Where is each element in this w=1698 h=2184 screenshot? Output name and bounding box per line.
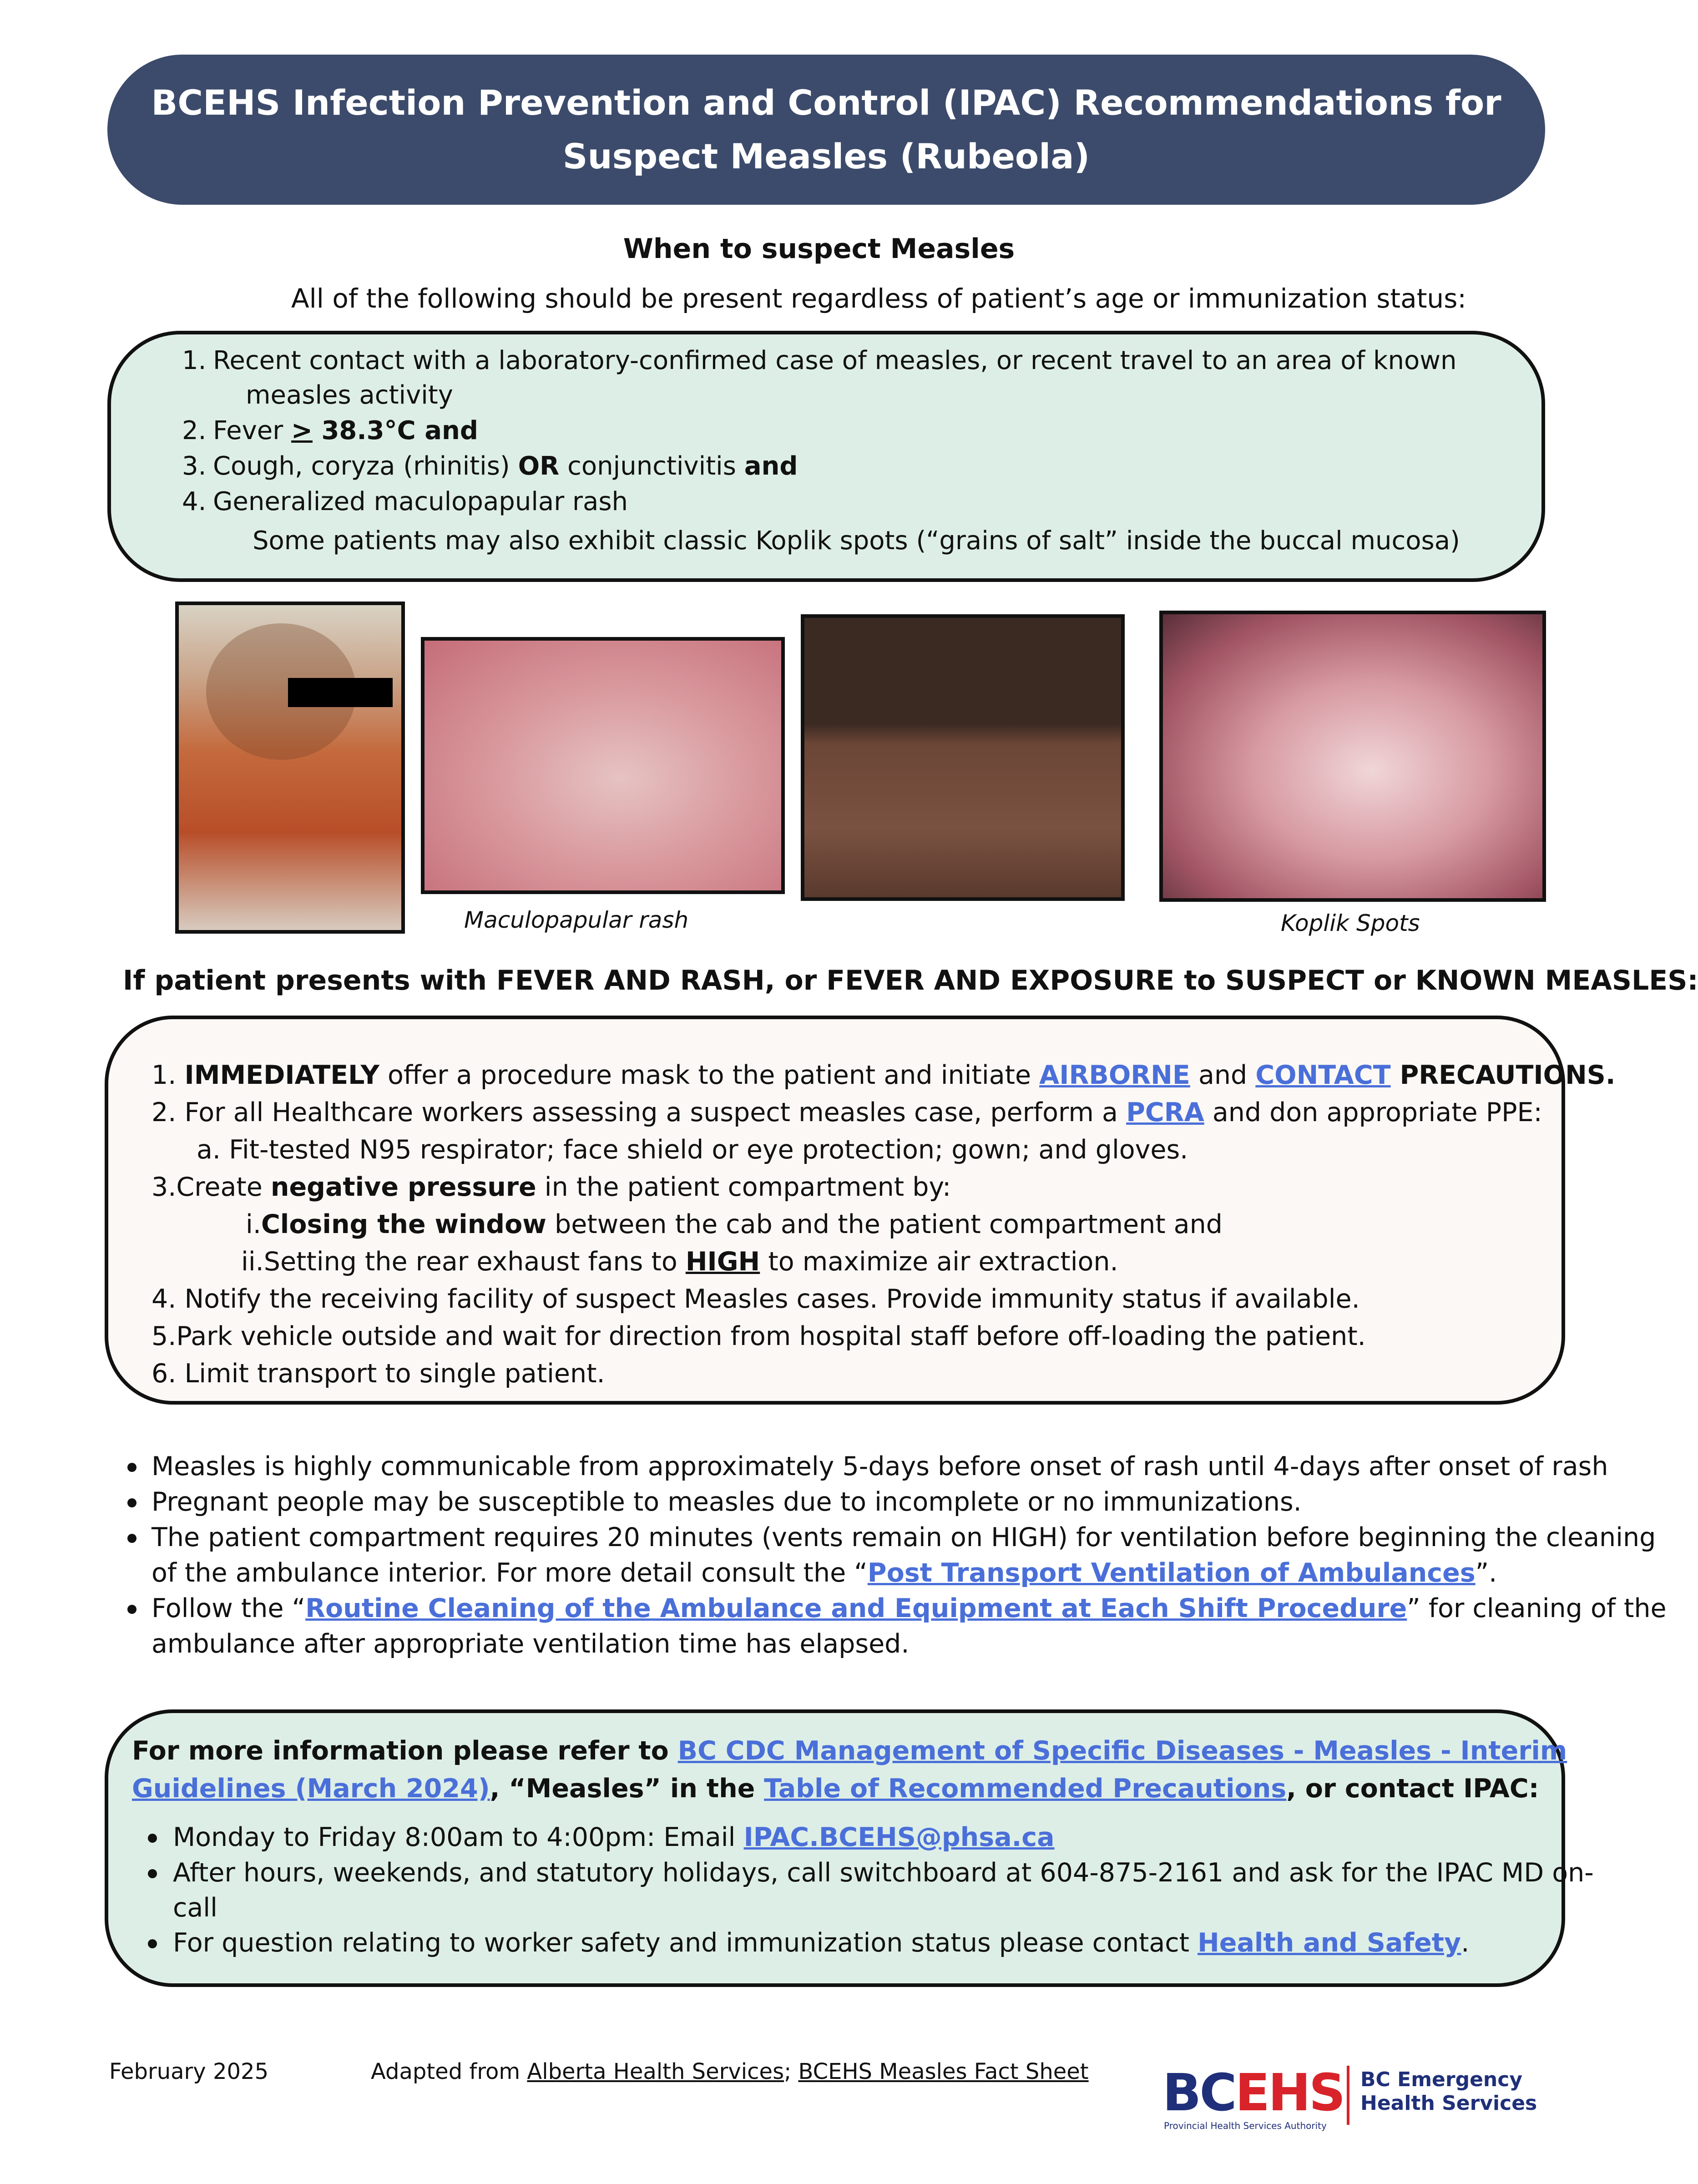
bullet-dot xyxy=(127,1605,136,1614)
child-rash-photo xyxy=(175,602,405,934)
bccdc-measles-guidelines-link[interactable]: BC CDC Management of Specific Diseases - Measles - Interim xyxy=(677,1736,1567,1766)
action-item-2a: a. Fit-tested N95 respirator; face shield or eye protection; gown; and gloves. xyxy=(197,1135,1188,1165)
koplik-spots-photo xyxy=(1159,611,1546,902)
action-item-3i: i.Closing the window between the cab and the patient compartment and xyxy=(246,1209,1223,1239)
bcehs-logo: BCEHS xyxy=(1162,2063,1344,2123)
bullet-dot xyxy=(148,1834,157,1843)
criteria-item-4: 4. Generalized maculopapular rash xyxy=(182,487,628,516)
criteria-item-1: 1. Recent contact with a laboratory-confirmed case of measles, or recent travel to an area of known xyxy=(182,346,1457,375)
routine-cleaning-link[interactable]: Routine Cleaning of the Ambulance and Equipment at Each Shift Procedure xyxy=(305,1593,1407,1623)
title-banner xyxy=(107,55,1545,205)
suspect-heading: When to suspect Measles xyxy=(623,233,1015,265)
bullet-cleaning: Follow the “Routine Cleaning of the Ambulance and Equipment at Each Shift Procedure” for cleaning of the xyxy=(152,1593,1667,1623)
bullet-ventilation-cont: of the ambulance interior. For more detail consult the “Post Transport Ventilation of Ambulances”. xyxy=(152,1558,1497,1588)
pcra-link[interactable]: PCRA xyxy=(1126,1097,1204,1127)
page-title-line2: Suspect Measles (Rubeola) xyxy=(562,136,1090,177)
bullet-dot xyxy=(127,1534,136,1543)
logo-subtitle: Provincial Health Services Authority xyxy=(1164,2120,1327,2131)
bullet-cleaning-cont: ambulance after appropriate ventilation time has elapsed. xyxy=(152,1629,910,1659)
bullet-dot xyxy=(148,1939,157,1948)
action-item-1: 1. IMMEDIATELY offer a procedure mask to the patient and initiate AIRBORNE and CONTACT PRECAUTIONS. xyxy=(152,1060,1616,1090)
info-after-hours-cont: call xyxy=(173,1893,217,1923)
alberta-health-services-link[interactable]: Alberta Health Services xyxy=(527,2059,784,2084)
info-email-line: Monday to Friday 8:00am to 4:00pm: Email IPAC.BCEHS@phsa.ca xyxy=(173,1822,1055,1852)
airborne-link[interactable]: AIRBORNE xyxy=(1039,1060,1190,1090)
action-item-3: 3.Create negative pressure in the patient compartment by: xyxy=(152,1172,951,1202)
bullet-communicable: Measles is highly communicable from approximately 5-days before onset of rash until 4-days after onset of rash xyxy=(152,1451,1608,1481)
logo-text-line1: BC Emergency xyxy=(1360,2068,1523,2091)
bullet-dot xyxy=(148,1869,157,1878)
footer-date: February 2025 xyxy=(109,2059,269,2084)
recommended-precautions-link[interactable]: Table of Recommended Precautions xyxy=(764,1774,1287,1804)
post-transport-ventilation-link[interactable]: Post Transport Ventilation of Ambulances xyxy=(867,1558,1476,1588)
suspect-intro: All of the following should be present regardless of patient’s age or immunization status: xyxy=(291,283,1466,314)
bullet-dot xyxy=(127,1498,136,1507)
page-title-line1: BCEHS Infection Prevention and Control (IPAC) Recommendations for xyxy=(151,82,1501,123)
health-and-safety-link[interactable]: Health and Safety xyxy=(1198,1928,1461,1958)
bullet-ventilation: The patient compartment requires 20 minutes (vents remain on HIGH) for ventilation before beginning the cleaning xyxy=(152,1522,1656,1552)
ipac-email-link[interactable]: IPAC.BCEHS@phsa.ca xyxy=(743,1822,1055,1852)
logo-text-line2: Health Services xyxy=(1360,2092,1537,2115)
forehead-rash-photo xyxy=(801,614,1125,901)
contact-link[interactable]: CONTACT xyxy=(1255,1060,1391,1090)
koplik-note: Some patients may also exhibit classic Koplik spots (“grains of salt” inside the buccal mucosa) xyxy=(253,526,1460,556)
action-item-4: 4. Notify the receiving facility of suspect Measles cases. Provide immunity status if available. xyxy=(152,1284,1360,1314)
info-after-hours-line: After hours, weekends, and statutory holidays, call switchboard at 604-875-2161 and ask for the IPAC MD on- xyxy=(173,1858,1594,1888)
info-line-2: Guidelines (March 2024), “Measles” in the Table of Recommended Precautions, or contact IPAC: xyxy=(132,1774,1539,1804)
bullet-dot xyxy=(127,1463,136,1472)
caption-maculopapular-rash: Maculopapular rash xyxy=(464,907,689,933)
footer-adapted: Adapted from Alberta Health Services; BCEHS Measles Fact Sheet xyxy=(371,2059,1089,2084)
bccdc-measles-guidelines-link-cont[interactable]: Guidelines (March 2024) xyxy=(132,1774,490,1804)
info-line-1: For more information please refer to BC CDC Management of Specific Diseases - Measles - Interim xyxy=(132,1736,1567,1766)
caption-koplik-spots: Koplik Spots xyxy=(1281,910,1420,936)
maculopapular-rash-photo xyxy=(421,637,785,894)
logo-divider xyxy=(1347,2066,1349,2125)
action-item-5: 5.Park vehicle outside and wait for direction from hospital staff before off-loading the patient. xyxy=(152,1321,1366,1351)
criteria-item-2: 2. Fever > 38.3°C and xyxy=(182,416,478,445)
info-health-safety-line: For question relating to worker safety and immunization status please contact Health and Safety. xyxy=(173,1928,1470,1958)
bcehs-measles-fact-sheet-link[interactable]: BCEHS Measles Fact Sheet xyxy=(798,2059,1089,2084)
fever-rash-heading: If patient presents with FEVER AND RASH, or FEVER AND EXPOSURE to SUSPECT or KNOWN MEASLES: xyxy=(123,965,1698,996)
action-item-2: 2. For all Healthcare workers assessing a suspect measles case, perform a PCRA and don appropriate PPE: xyxy=(152,1097,1542,1127)
criteria-item-3: 3. Cough, coryza (rhinitis) OR conjunctivitis and xyxy=(182,451,798,481)
action-item-3ii: ii.Setting the rear exhaust fans to HIGH to maximize air extraction. xyxy=(241,1247,1118,1277)
action-item-6: 6. Limit transport to single patient. xyxy=(152,1359,605,1389)
criteria-item-1-cont: measles activity xyxy=(246,380,453,410)
bullet-pregnant: Pregnant people may be susceptible to measles due to incomplete or no immunizations. xyxy=(152,1487,1302,1517)
eye-privacy-bar xyxy=(288,678,393,707)
